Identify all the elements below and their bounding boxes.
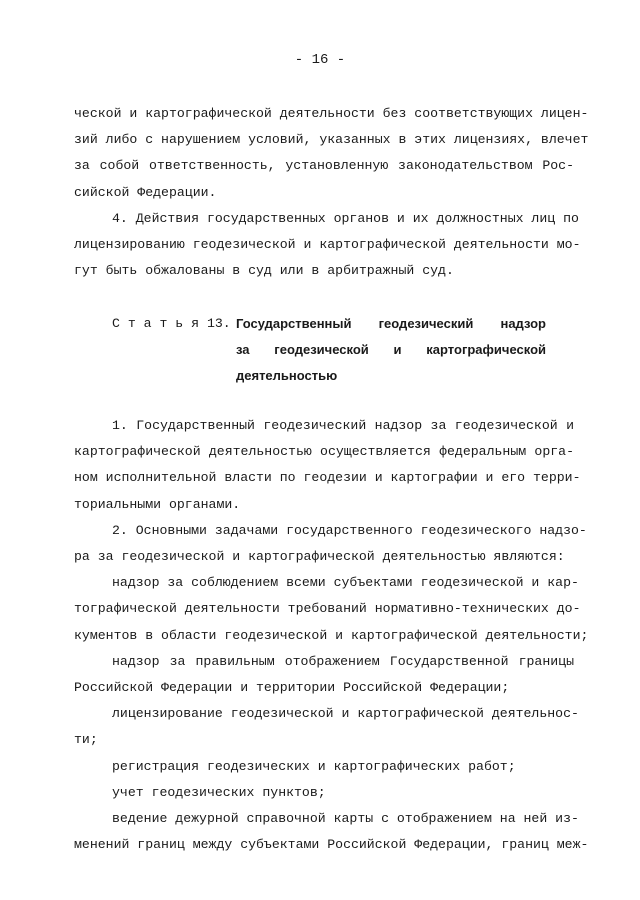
text-line: 2. Основными задачами государственного геодезического надзо-	[112, 522, 587, 538]
article-title-line: деятельностью	[236, 368, 338, 383]
text-line: Российской Федерации и территории Российской Федерации;	[74, 680, 510, 695]
text-line: менений границ между субъектами Российской Федерации, границ меж-	[74, 837, 589, 853]
text-line: лицензирование геодезической и картографической деятельнос-	[112, 706, 579, 722]
text-line: гут быть обжалованы в суд или в арбитражный суд.	[74, 263, 454, 279]
text-line: надзор за соблюдением всеми субъектами геодезической и кар-	[112, 575, 579, 591]
text-line: картографической деятельностью осуществляется федеральным орга-	[74, 444, 574, 460]
text-line: зий либо с нарушением условий, указанных в этих лицензиях, влечет	[74, 132, 589, 148]
text-line: надзор за правильным отображением Государственной границы	[112, 653, 574, 669]
text-line: ти;	[74, 732, 98, 748]
text-line: ческой и картографической деятельности без соответствующих лицен-	[74, 106, 589, 121]
text-line: 4. Действия государственных органов и их должностных лиц по	[112, 210, 579, 226]
article-title-line: Государственный геодезический надзор	[236, 316, 546, 331]
text-line: ведение дежурной справочной карты с отображением на ней из-	[112, 811, 579, 826]
text-line: ном исполнительной власти по геодезии и картографии и его терри-	[74, 470, 581, 486]
text-line: регистрация геодезических и картографических работ;	[112, 758, 516, 774]
text-line: ториальными органами.	[74, 496, 241, 512]
text-line: лицензированию геодезической и картографической деятельности мо-	[74, 237, 581, 252]
text-line: кументов в области геодезической и картографической деятельности;	[74, 627, 589, 643]
text-line: сийской Федерации.	[74, 184, 217, 200]
text-line: учет геодезических пунктов;	[112, 784, 326, 800]
article-title-line: за геодезической и картографической	[236, 342, 546, 357]
article-label: С т а т ь я 13.	[112, 316, 231, 331]
page-number: - 16 -	[294, 52, 346, 68]
text-line: ра за геодезической и картографической деятельностью являются:	[74, 549, 565, 564]
text-line: тографической деятельности требований нормативно-технических до-	[74, 601, 581, 617]
text-line: за собой ответственность, установленную законодательством Рос-	[74, 158, 574, 174]
text-line: 1. Государственный геодезический надзор за геодезической и	[112, 418, 574, 433]
